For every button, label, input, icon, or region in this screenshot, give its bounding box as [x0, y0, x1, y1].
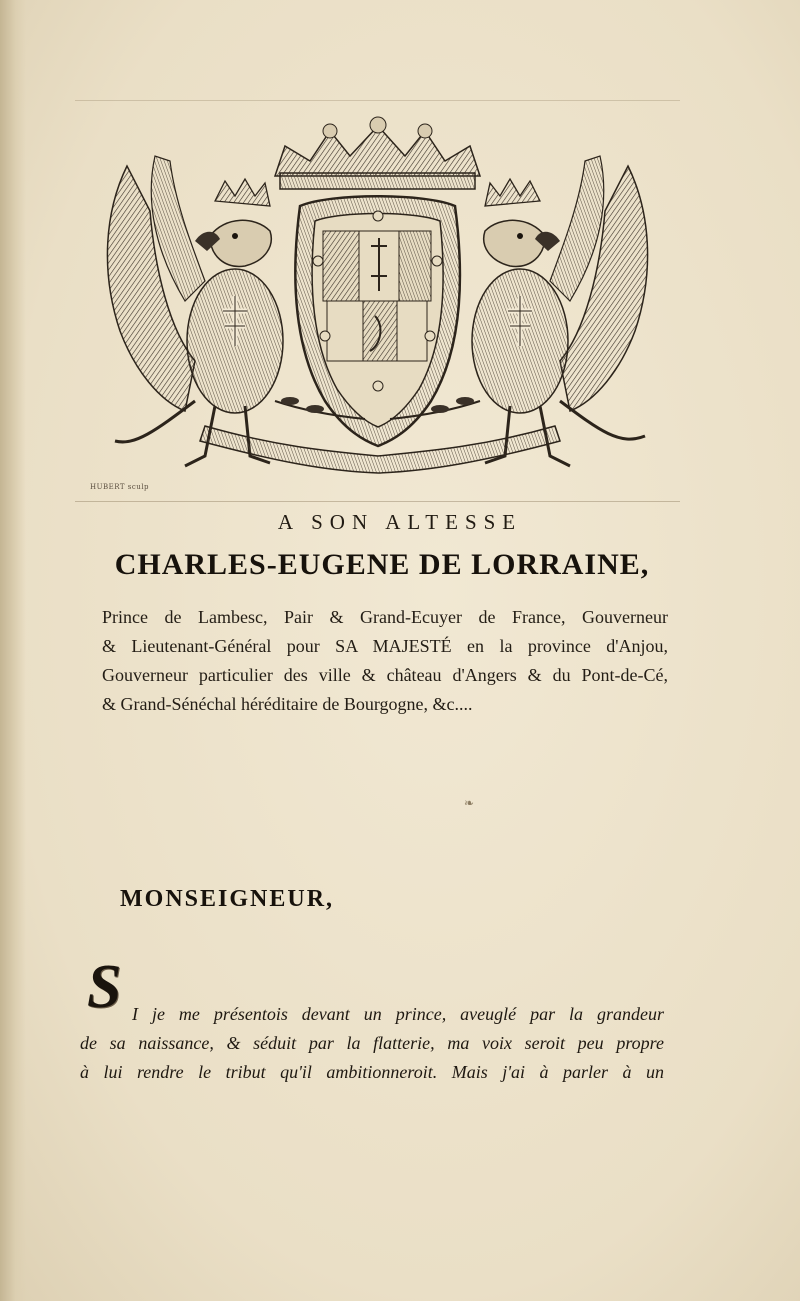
body-line: à lui rendre le tribut qu'il ambitionneroit. Mais j'ai à parler à un: [80, 1062, 664, 1082]
title-line: Gouverneur particulier des ville & château d'Angers & du Pont-de-Cé,: [102, 665, 668, 685]
body-line: de sa naissance, & séduit par la flatterie, ma voix seroit peu propre: [80, 1033, 664, 1053]
title-line: & Lieutenant-Général pour SA MAJESTÉ en la province d'Anjou,: [102, 636, 668, 656]
coat-of-arms-engraving: [75, 100, 680, 502]
printer-ornament: ❧: [464, 796, 475, 810]
title-line: Prince de Lambesc, Pair & Grand-Ecuyer de France, Gouverneur: [102, 607, 668, 627]
left-eagle-supporter: [107, 156, 283, 466]
heraldic-arms-illustration: [75, 101, 680, 501]
dedicatee-name: CHARLES-EUGENE DE LORRAINE,: [114, 548, 650, 581]
letter-body: [80, 1000, 664, 1087]
dedication-heading: A SON ALTESSE: [277, 510, 523, 534]
salutation: MONSEIGNEUR,: [120, 886, 335, 912]
drop-cap-letter: S: [87, 953, 122, 1021]
crown-ornament: [275, 117, 480, 189]
title-line: & Grand-Sénéchal héréditaire de Bourgogne, &c....: [102, 694, 473, 714]
engraver-signature: HUBERT sculp: [90, 483, 150, 491]
page-gutter: [0, 0, 26, 1301]
body-line: I je me présentois devant un prince, aveuglé par la grandeur: [132, 1004, 664, 1024]
right-eagle-supporter: [472, 156, 648, 466]
dedicatee-titles: [102, 603, 668, 719]
